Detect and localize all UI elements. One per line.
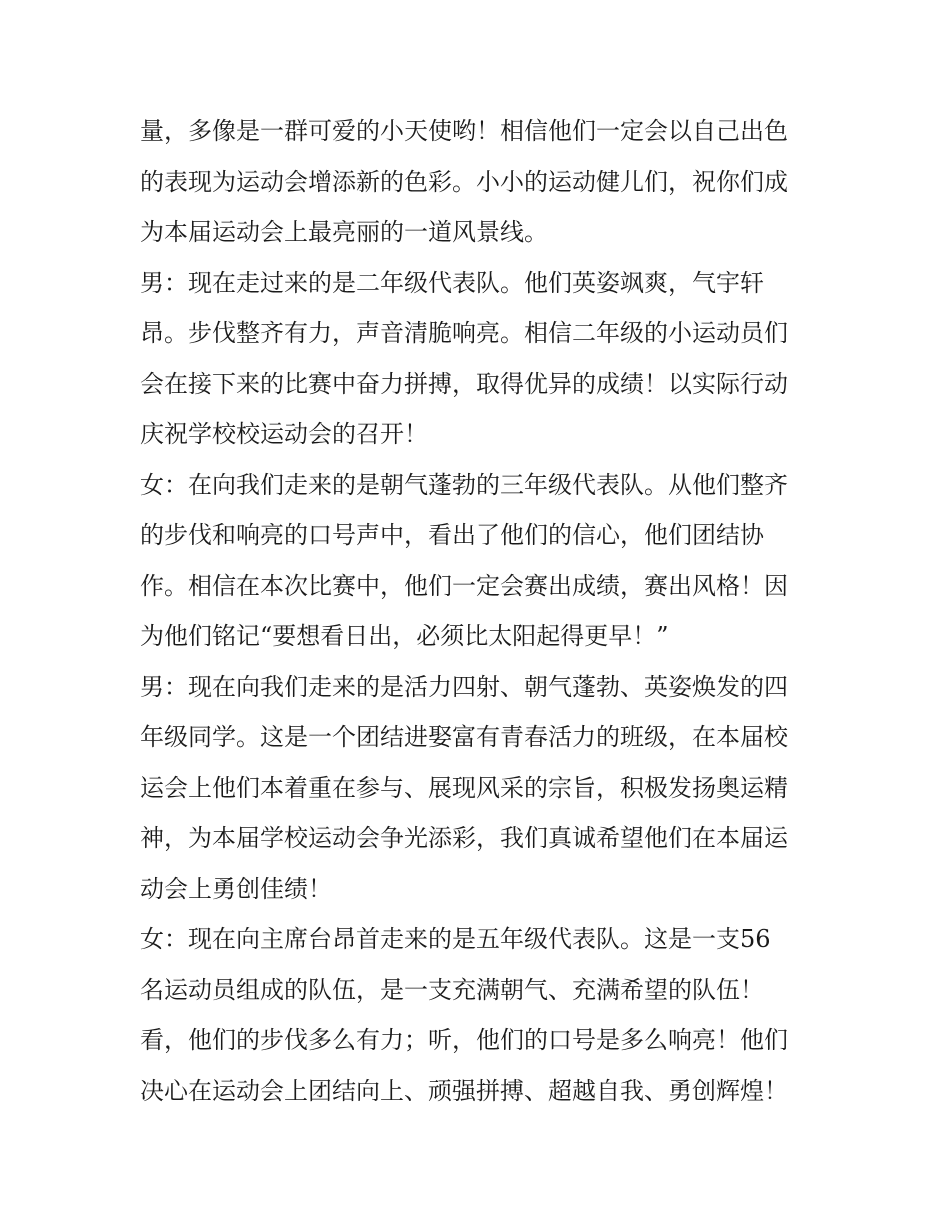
- text-line: 为本届运动会上最亮丽的一道风景线。: [140, 218, 548, 246]
- text-line: 动会上勇创佳绩！: [140, 874, 332, 903]
- text-line: 量，多像是一群可爱的小天使哟！相信他们一定会以自己出色: [140, 117, 788, 145]
- text-line: 名运动员组成的队伍，是一支充满朝气、充满希望的队伍！: [140, 975, 764, 1004]
- document-body: [140, 106, 812, 1116]
- text-line: 昂。步伐整齐有力，声音清脆响亮。相信二年级的小运动员们: [140, 319, 788, 347]
- text-line: 决心在运动会上团结向上、顽强拼搏、超越自我、勇创辉煌！: [140, 1076, 788, 1105]
- text-line: 会在接下来的比赛中奋力拼搏，取得优异的成绩！以实际行动: [140, 369, 788, 398]
- text-line: 男：现在向我们走来的是活力四射、朝气蓬勃、英姿焕发的四: [140, 672, 788, 701]
- text-line: 为他们铭记“要想看日出，必须比太阳起得更早！”: [140, 622, 669, 650]
- text-line: 庆祝学校校运动会的召开！: [140, 420, 428, 448]
- text-line: 女：现在向主席台昂首走来的是五年级代表队。这是一支56: [140, 925, 771, 953]
- text-line: 女：在向我们走来的是朝气蓬勃的三年级代表队。从他们整齐: [140, 470, 788, 499]
- text-line: 神，为本届学校运动会争光添彩，我们真诚希望他们在本届运: [140, 824, 788, 852]
- text-line: 的表现为运动会增添新的色彩。小小的运动健儿们，祝你们成: [140, 167, 788, 196]
- text-line: 作。相信在本次比赛中，他们一定会赛出成绩，赛出风格！因: [140, 571, 788, 600]
- text-line: 男：现在走过来的是二年级代表队。他们英姿飒爽，气宇轩: [140, 268, 764, 297]
- text-line: 年级同学。这是一个团结进娶富有青春活力的班级，在本届校: [140, 723, 788, 751]
- text-line: 看，他们的步伐多么有力；听，他们的口号是多么响亮！他们: [140, 1026, 788, 1054]
- text-line: 的步伐和响亮的口号声中，看出了他们的信心，他们团结协: [140, 521, 764, 549]
- text-line: 运会上他们本着重在参与、展现风采的宗旨，积极发扬奥运精: [140, 773, 788, 802]
